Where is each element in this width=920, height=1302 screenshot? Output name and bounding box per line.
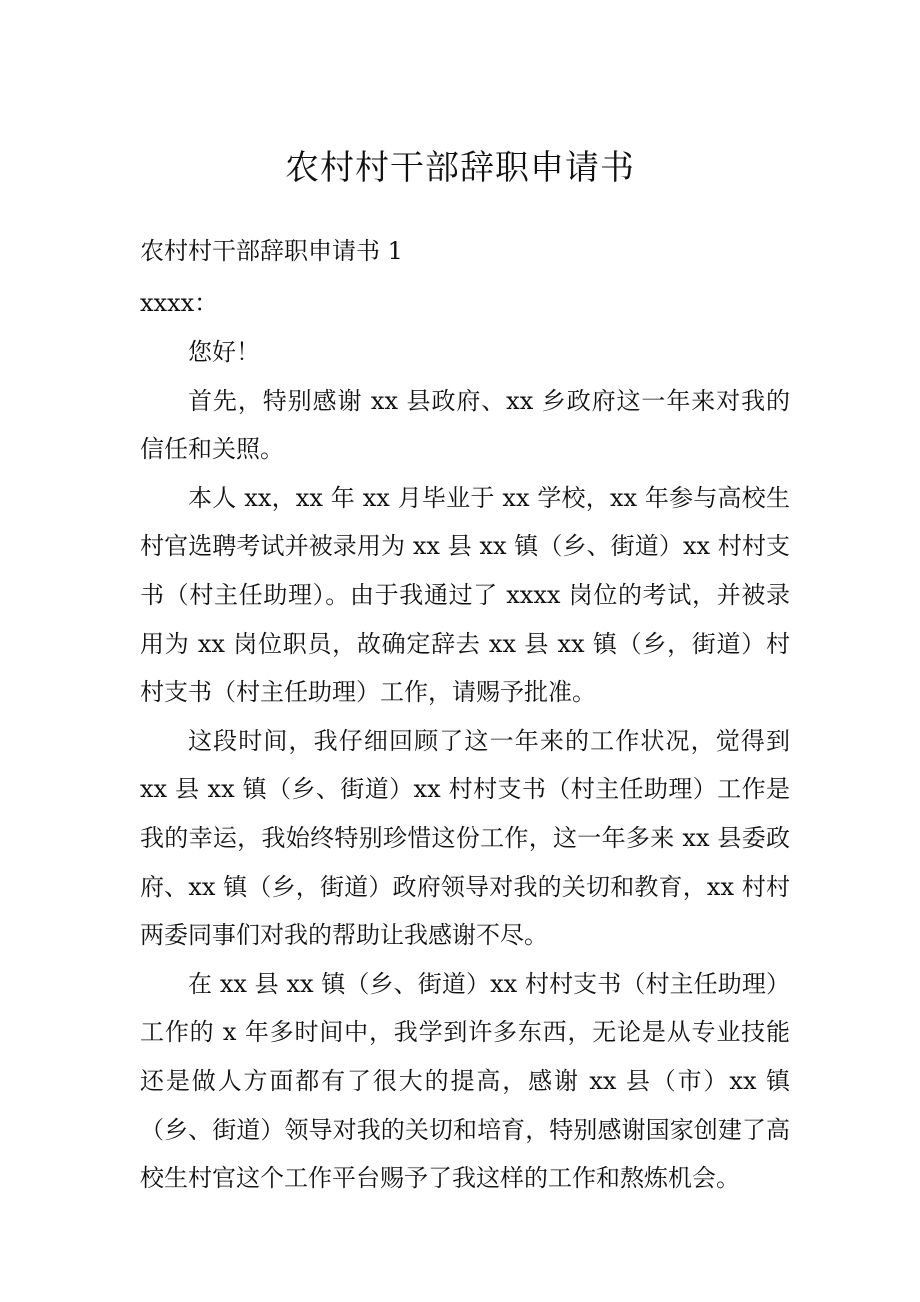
document-subtitle: 农村村干部辞职申请书 1 [140,237,403,265]
document-body [140,224,790,1203]
greeting-paragraph: 您好！ [188,338,260,366]
salutation: xxxx： [140,289,219,317]
body-paragraph: 在 xx 县 xx 镇（乡、街道）xx 村村支书（村主任助理）工作的 x 年多时间中，我学到许多东西，无论是从专业技能还是做人方面都有了很大的提高，感谢 xx 县（市）xx 镇（乡、街道）领导对我的关切和培育，特别感谢国家创建了高校生村官这个工作平台赐予了我这样的工作和熬炼机会。 [140,969,790,1193]
body-paragraph: 首先，特别感谢 xx 县政府、xx 乡政府这一年来对我的信任和关照。 [140,386,790,464]
body-paragraph: 本人 xx，xx 年 xx 月毕业于 xx 学校，xx 年参与高校生村官选聘考试并被录用为 xx 县 xx 镇（乡、街道）xx 村村支书（村主任助理）。由于我通过了 xxxx 岗位的考试，并被录用为 xx 岗位职员，故确定辞去 xx 县 xx 镇（乡，街道）村村支书（村主任助理）工作，请赐予批准。 [140,483,790,707]
body-paragraph: 这段时间，我仔细回顾了这一年来的工作状况，觉得到 xx 县 xx 镇（乡、街道）xx 村村支书（村主任助理）工作是我的幸运，我始终特别珍惜这份工作，这一年多来 xx 县委政府、xx 镇（乡，街道）政府领导对我的关切和教育，xx 村村两委同事们对我的帮助让我感谢不尽。 [140,726,790,950]
document-title: 农村村干部辞职申请书 [285,148,635,188]
